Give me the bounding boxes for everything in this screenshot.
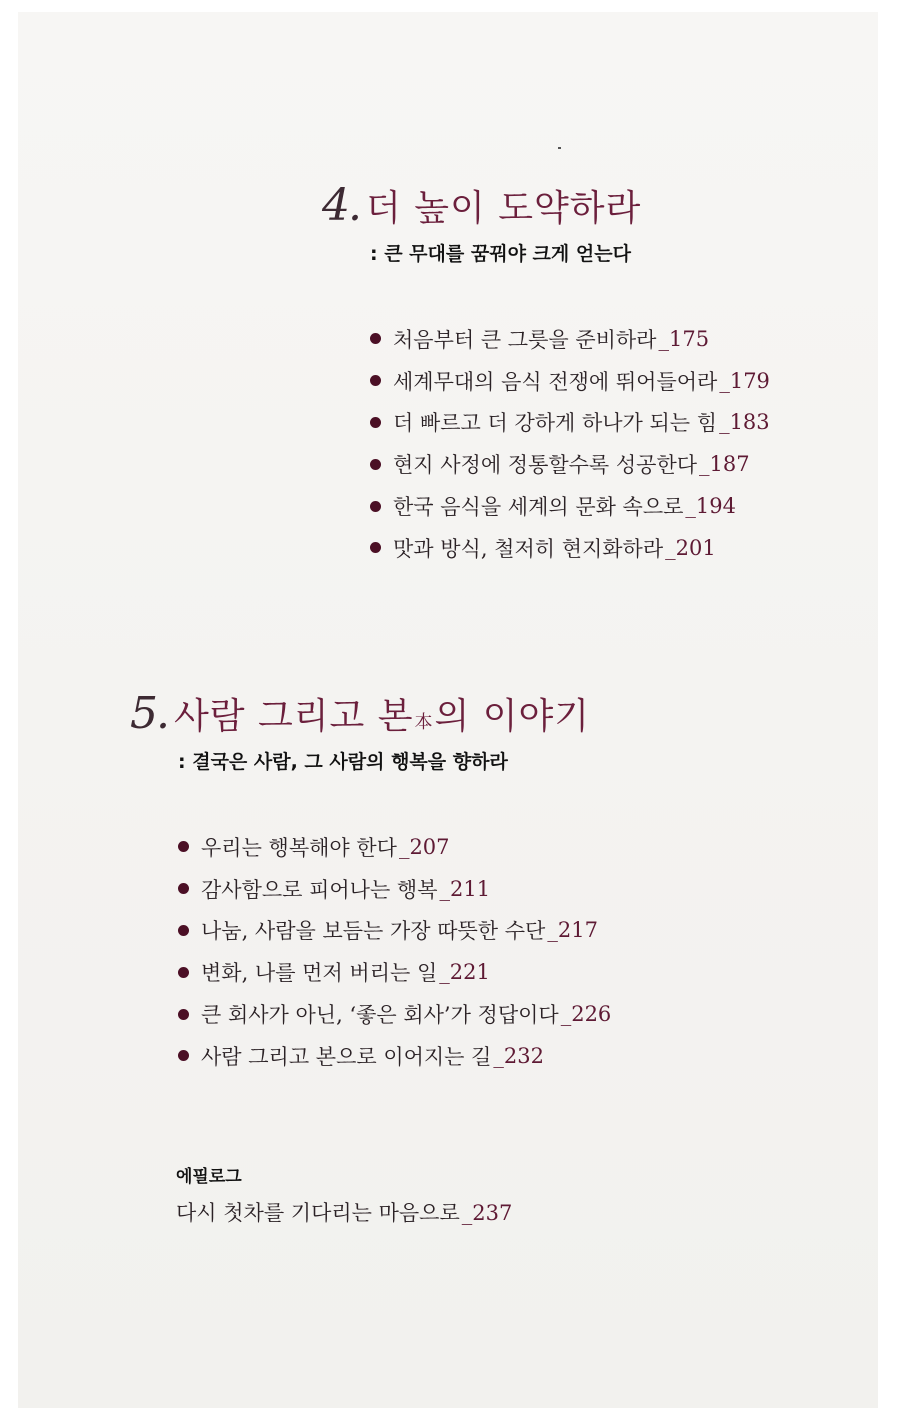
bullet-icon <box>370 542 381 553</box>
toc-entry[interactable] <box>370 360 770 402</box>
toc-entry[interactable] <box>370 318 770 360</box>
toc-entry-title: 나눔, 사람을 보듬는 가장 따뜻한 수단 <box>201 919 546 944</box>
toc-entry-title: 세계무대의 음식 전쟁에 뛰어들어라 <box>393 369 718 394</box>
toc-entry[interactable] <box>178 910 611 952</box>
toc-entry-page: _226 <box>560 1002 612 1027</box>
toc-entry-title: 한국 음식을 세계의 문화 속으로 <box>393 495 684 520</box>
toc-entry-title: 맛과 방식, 철저히 현지화하라 <box>393 536 664 561</box>
bullet-icon <box>178 883 189 894</box>
toc-entry[interactable] <box>370 527 770 569</box>
epilogue-entry-title: 다시 첫차를 기다리는 마음으로 <box>176 1201 460 1225</box>
toc-entry-title: 사람 그리고 본으로 이어지는 길 <box>201 1044 492 1069</box>
toc-entry-page: _217 <box>547 918 598 943</box>
bullet-icon <box>370 417 381 428</box>
toc-entry-page: _183 <box>719 410 770 435</box>
epilogue-entry[interactable] <box>176 1197 512 1227</box>
epilogue-section <box>176 1162 512 1227</box>
epilogue-entry-page: _237 <box>461 1201 513 1225</box>
toc-entry-title: 큰 회사가 아닌, ‘좋은 회사’가 정답이다 <box>201 1003 559 1028</box>
toc-entry[interactable] <box>178 951 611 993</box>
chapter-5-title <box>174 688 590 739</box>
chapter-5-title-part1: 사람 그리고 본 <box>173 696 414 737</box>
bullet-icon <box>178 1050 189 1061</box>
toc-entry[interactable] <box>370 443 770 485</box>
bullet-icon <box>178 841 189 852</box>
chapter-5-section <box>130 688 611 1077</box>
chapter-4-toc-list <box>370 318 770 569</box>
print-speck <box>558 147 561 149</box>
chapter-5-title-part2: 의 이야기 <box>434 696 591 737</box>
chapter-5-heading <box>130 688 611 739</box>
bullet-icon <box>370 333 381 344</box>
toc-entry[interactable] <box>178 868 611 910</box>
toc-entry-page: _175 <box>658 326 710 351</box>
bullet-icon <box>370 459 381 470</box>
chapter-5-title-hanja: 本 <box>414 712 434 733</box>
chapter-4-heading <box>322 180 770 231</box>
toc-entry-page: _221 <box>439 960 490 985</box>
toc-entry-title: 현지 사정에 정통할수록 성공한다 <box>393 453 698 478</box>
chapter-5-subtitle: : 결국은 사람, 그 사람의 행복을 향하라 <box>178 751 508 773</box>
toc-entry-page: _232 <box>493 1043 545 1068</box>
toc-entry-page: _194 <box>685 494 737 519</box>
chapter-4-section <box>322 180 770 569</box>
chapter-4-number: 4. <box>322 180 360 231</box>
toc-entry[interactable] <box>178 993 611 1035</box>
bullet-icon <box>370 375 381 386</box>
bullet-icon <box>178 967 189 978</box>
toc-entry[interactable] <box>370 402 770 444</box>
toc-entry-title: 더 빠르고 더 강하게 하나가 되는 힘 <box>393 411 718 436</box>
chapter-4-subtitle: : 큰 무대를 꿈꿔야 크게 얻는다 <box>370 243 631 265</box>
epilogue-label: 에필로그 <box>176 1167 242 1187</box>
toc-entry-title: 처음부터 큰 그릇을 준비하라 <box>393 327 657 352</box>
toc-entry[interactable] <box>370 485 770 527</box>
chapter-5-toc-list <box>178 826 611 1077</box>
toc-entry-page: _211 <box>439 876 491 901</box>
chapter-4-title: 더 높이 도약하라 <box>365 188 642 229</box>
toc-entry-title: 감사함으로 피어나는 행복 <box>201 877 438 902</box>
toc-entry-page: _201 <box>665 535 716 560</box>
chapter-5-number: 5. <box>130 688 168 739</box>
bullet-icon <box>178 1009 189 1020</box>
toc-entry-title: 변화, 나를 먼저 버리는 일 <box>201 961 438 986</box>
toc-entry[interactable] <box>178 826 611 868</box>
toc-entry[interactable] <box>178 1035 611 1077</box>
bullet-icon <box>178 925 189 936</box>
toc-entry-title: 우리는 행복해야 한다 <box>201 835 397 860</box>
bullet-icon <box>370 501 381 512</box>
toc-entry-page: _207 <box>398 834 450 859</box>
toc-entry-page: _179 <box>719 368 770 393</box>
toc-entry-page: _187 <box>699 452 750 477</box>
